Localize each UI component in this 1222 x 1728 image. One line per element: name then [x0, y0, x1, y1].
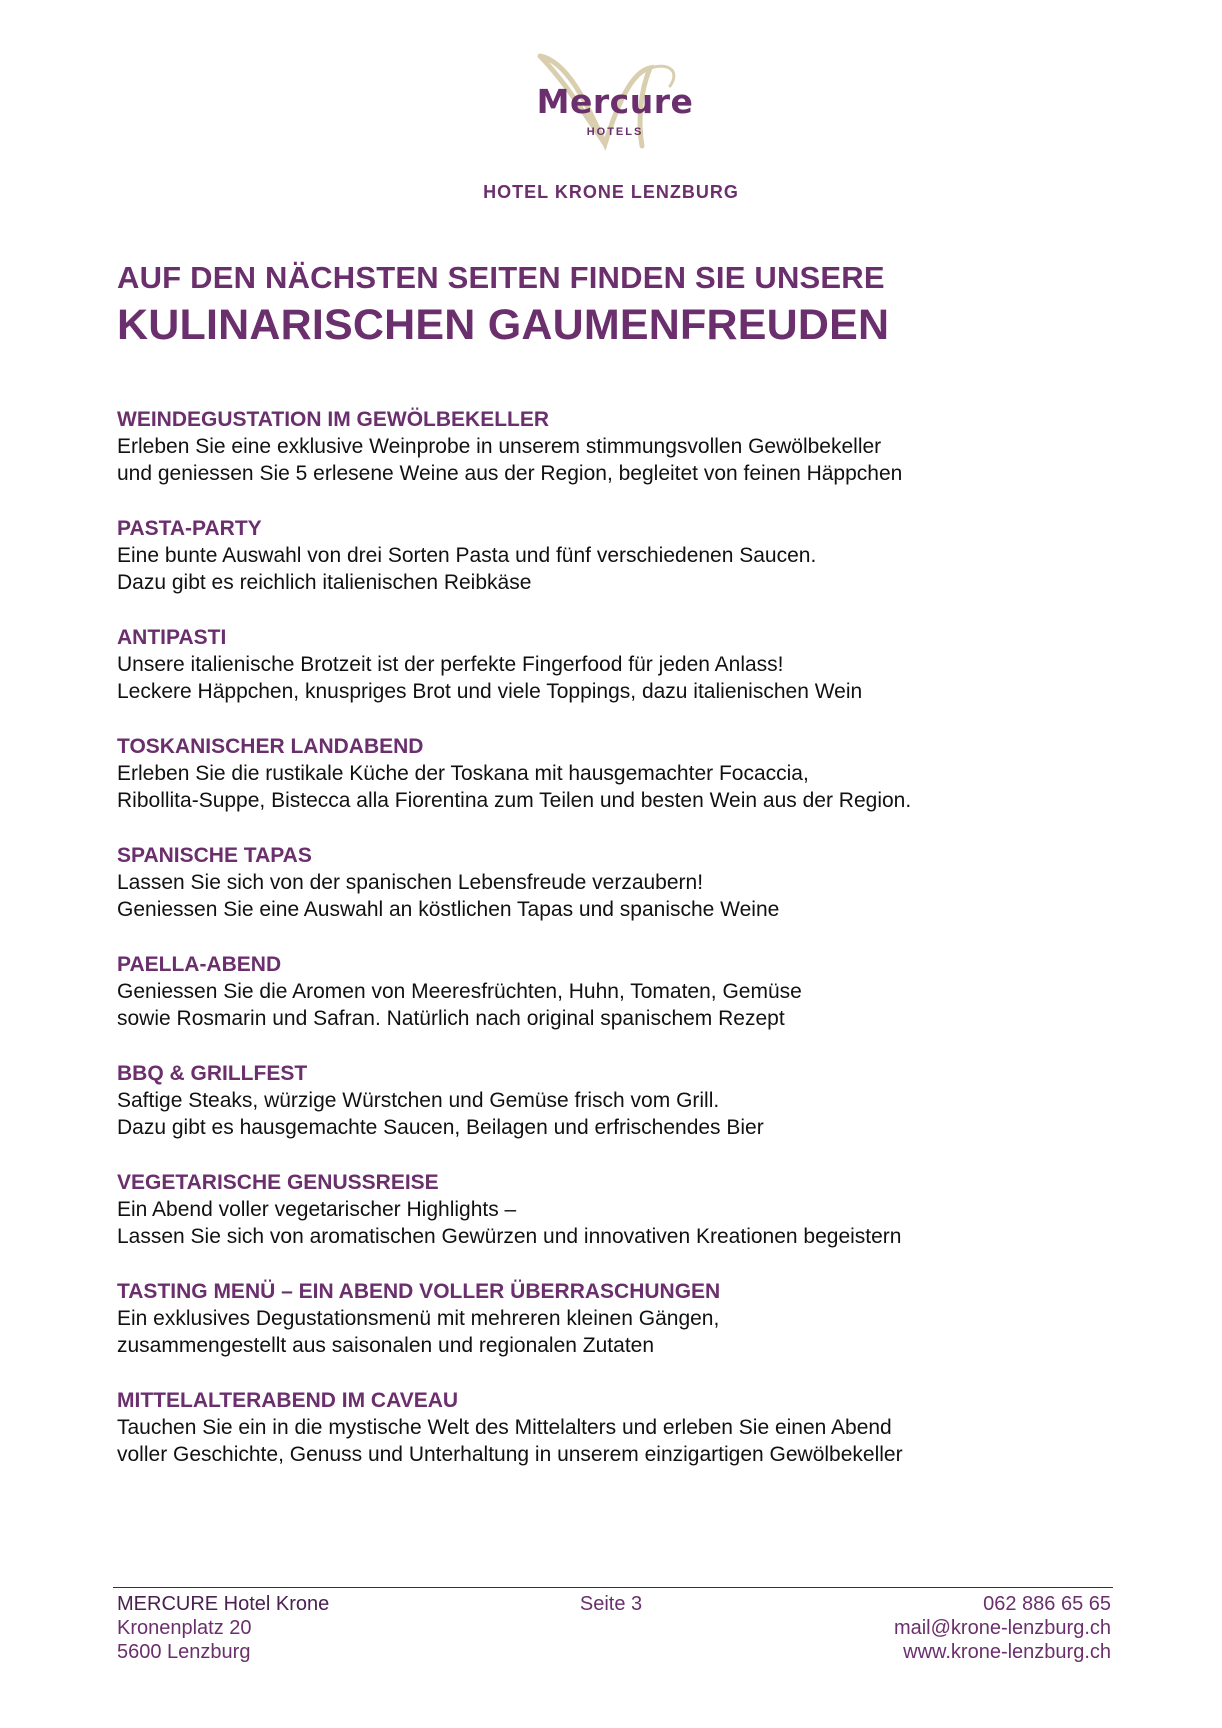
event-title: BBQ & GRILLFEST [117, 1062, 308, 1085]
event-description: sowie Rosmarin und Safran. Natürlich nach original spanischem Rezept [117, 1007, 785, 1030]
footer-website[interactable]: www.krone-lenzburg.ch [903, 1641, 1111, 1663]
event-title: TASTING MENÜ – EIN ABEND VOLLER ÜBERRASCHUNGEN [117, 1280, 721, 1303]
event-title: SPANISCHE TAPAS [117, 844, 312, 867]
event-description: Lassen Sie sich von aromatischen Gewürzen und innovativen Kreationen begeistern [117, 1225, 902, 1248]
event-item [117, 842, 1117, 951]
event-item [117, 1060, 1117, 1169]
event-description: Eine bunte Auswahl von drei Sorten Pasta und fünf verschiedenen Saucen. [117, 544, 817, 567]
footer-email[interactable]: mail@krone-lenzburg.ch [893, 1617, 1111, 1639]
mercure-logo [520, 52, 710, 152]
event-item [117, 624, 1117, 733]
event-description: Erleben Sie eine exklusive Weinprobe in unserem stimmungsvollen Gewölbekeller [117, 435, 882, 458]
footer-street: Kronenplatz 20 [117, 1617, 252, 1639]
event-title: ANTIPASTI [117, 626, 227, 649]
footer-company: MERCURE Hotel Krone [117, 1593, 330, 1615]
event-item [117, 1169, 1117, 1278]
event-description: Geniessen Sie eine Auswahl an köstlichen Tapas und spanische Weine [117, 898, 780, 921]
event-item [117, 515, 1117, 624]
event-description: Unsere italienische Brotzeit ist der perfekte Fingerfood für jeden Anlass! [117, 653, 784, 676]
event-item [117, 406, 1117, 515]
event-description: und geniessen Sie 5 erlesene Weine aus der Region, begleitet von feinen Häppchen [117, 462, 903, 485]
logo-wordmark: Mercure [536, 82, 694, 121]
event-description: Ein Abend voller vegetarischer Highlights – [117, 1198, 517, 1221]
footer-contact [894, 1592, 1111, 1664]
footer-city: 5600 Lenzburg [117, 1641, 251, 1663]
event-description: Lassen Sie sich von der spanischen Lebensfreude verzaubern! [117, 871, 704, 894]
event-title: TOSKANISCHER LANDABEND [117, 735, 424, 758]
headline-line-1: AUF DEN NÄCHSTEN SEITEN FINDEN SIE UNSERE [117, 260, 885, 295]
event-item [117, 1278, 1117, 1387]
event-description: Ribollita-Suppe, Bistecca alla Fiorentina zum Teilen und besten Wein aus der Region. [117, 789, 912, 812]
headline-line-2: KULINARISCHEN GAUMENFREUDEN [117, 301, 890, 349]
event-description: voller Geschichte, Genuss und Unterhaltung in unserem einzigartigen Gewölbekeller [117, 1443, 903, 1466]
event-description: Dazu gibt es reichlich italienischen Reibkäse [117, 571, 532, 594]
event-title: WEINDEGUSTATION IM GEWÖLBEKELLER [117, 408, 550, 431]
event-title: MITTELALTERABEND IM CAVEAU [117, 1389, 459, 1412]
footer-page-number: Seite 3 [579, 1593, 643, 1615]
event-description: Saftige Steaks, würzige Würstchen und Gemüse frisch vom Grill. [117, 1089, 720, 1112]
footer-phone[interactable]: 062 886 65 65 [983, 1593, 1111, 1615]
event-title: PAELLA-ABEND [117, 953, 282, 976]
event-title: VEGETARISCHE GENUSSREISE [117, 1171, 439, 1194]
event-item [117, 733, 1117, 842]
event-title: PASTA-PARTY [117, 517, 262, 540]
event-description: Erleben Sie die rustikale Küche der Toskana mit hausgemachter Focaccia, [117, 762, 809, 785]
event-description: Geniessen Sie die Aromen von Meeresfrüchten, Huhn, Tomaten, Gemüse [117, 980, 802, 1003]
event-description: zusammengestellt aus saisonalen und regionalen Zutaten [117, 1334, 655, 1357]
footer-divider [113, 1587, 1113, 1588]
event-description: Ein exklusives Degustationsmenü mit mehreren kleinen Gängen, [117, 1307, 720, 1330]
event-description: Tauchen Sie ein in die mystische Welt des Mittelalters und erleben Sie einen Abend [117, 1416, 892, 1439]
event-item [117, 951, 1117, 1060]
logo-subtitle: HOTELS [586, 126, 644, 138]
event-description: Leckere Häppchen, knuspriges Brot und viele Toppings, dazu italienischen Wein [117, 680, 863, 703]
event-item [117, 1387, 1117, 1496]
event-description: Dazu gibt es hausgemachte Saucen, Beilagen und erfrischendes Bier [117, 1116, 764, 1139]
event-list [117, 406, 1117, 1496]
hotel-name: HOTEL KRONE LENZBURG [483, 182, 739, 202]
